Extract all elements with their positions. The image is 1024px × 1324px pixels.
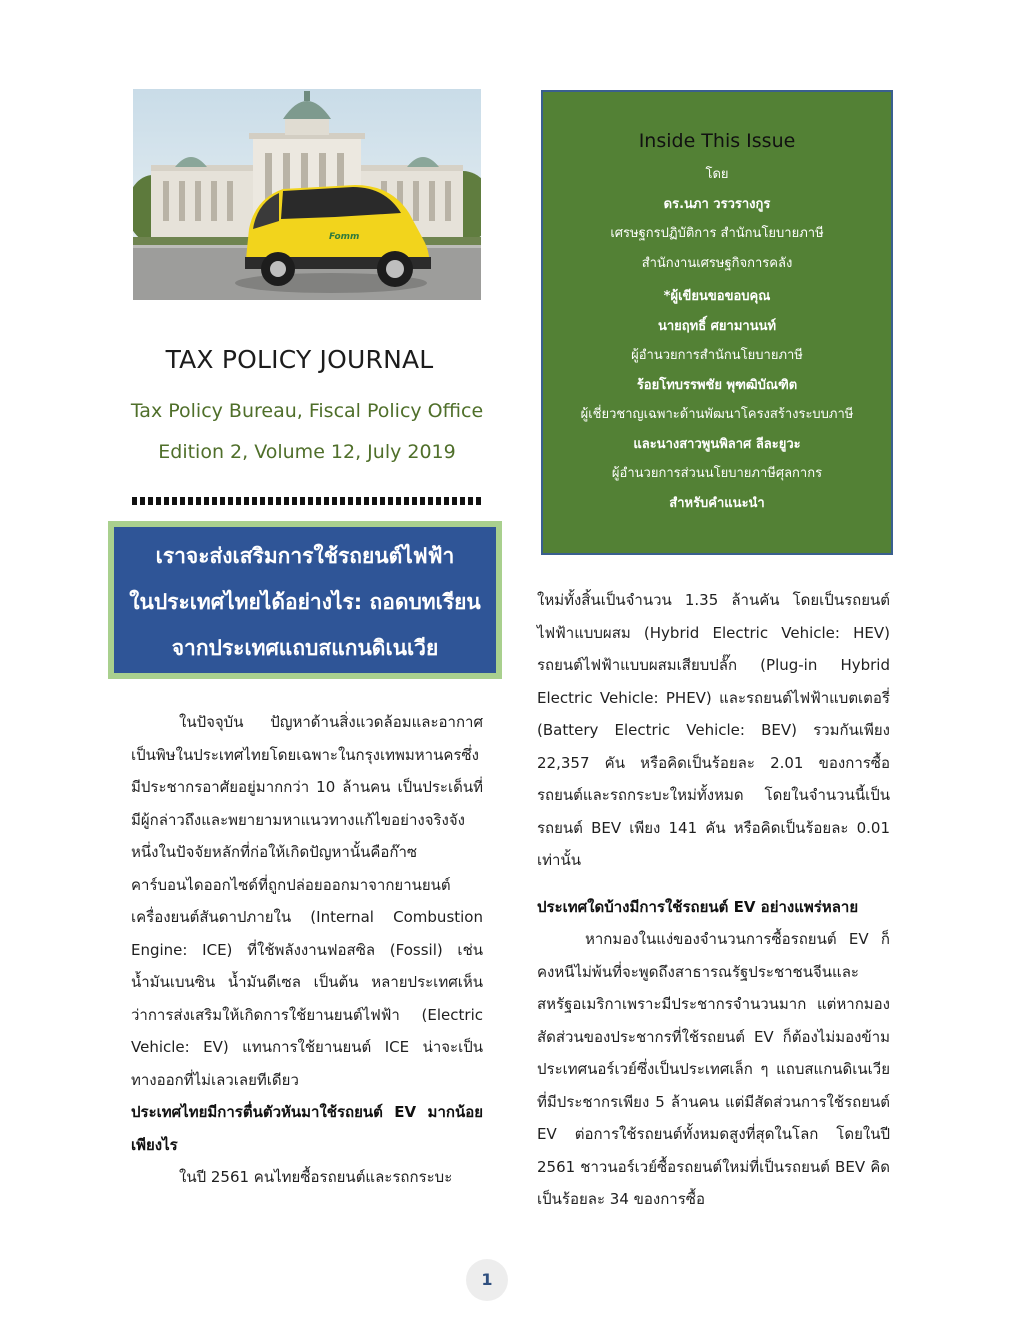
section-heading-countries: ประเทศใดบ้างมีการใช้รถยนต์ EV อย่างแพร่หลาย [537, 897, 859, 916]
thailand-paragraph: ในปี 2561 คนไทยซื้อรถยนต์และรถกระบะ [179, 1168, 453, 1186]
inside-person-1-name: นายฤทธิ์ ศยามานนท์ [657, 318, 777, 334]
journal-title: TAX POLICY JOURNAL [165, 345, 434, 374]
journal-publisher: Tax Policy Bureau, Fiscal Policy Office [130, 400, 484, 422]
car-badge-text: Fomm [329, 232, 360, 242]
headline-line-2: ในประเทศไทยได้อย่างไร: ถอดบทเรียน [129, 590, 481, 614]
article-headline [108, 521, 502, 679]
section-heading-thailand: ประเทศไทยมีการตื่นตัวหันมาใช้รถยนต์ EV มากน้อยเพียงไร [131, 1103, 483, 1154]
inside-person-3-role: ผู้อำนวยการส่วนนโยบายภาษีศุลกากร [611, 466, 823, 481]
norway-paragraph: หากมองในแง่ของจำนวนการซื้อรถยนต์ EV ก็คงหนีไม่พ้นที่จะพูดถึงสาธารณรัฐประชาชนจีนและสหรัฐอเมริกาเพราะมีประชากรจำนวนมาก แต่หากมองสัดส่วนของประชากรที่ใช้รถยนต์ EV ก็ต้องไม่มองข้ามประเทศนอร์เวย์ซึ่งเป็นประเทศเล็ก ๆ แถบสแกนดิเนเวีย ที่มีประชากรเพียง 5 ล้านคน แต่มีสัดส่วนการใช้รถยนต์ EV ต่อการใช้รถยนต์ทั้งหมดสูงที่สุดในโลก โดยในปี 2561 ชาวนอร์เวย์ซื้อรถยนต์ใหม่ที่เป็นรถยนต์ BEV คิดเป็นร้อยละ 34 ของการซื้อ [537, 930, 890, 1208]
inside-title: Inside This Issue [638, 130, 796, 152]
cover-photo [133, 89, 481, 300]
inside-person-2-name: ร้อยโทบรรพชัย พุฑฒิบัณฑิต [636, 377, 798, 393]
journal-edition: Edition 2, Volume 12, July 2019 [158, 441, 456, 463]
left-column [131, 706, 483, 1194]
page-number: 1 [466, 1259, 508, 1301]
inside-author-org: สำนักงานเศรษฐกิจการคลัง [641, 255, 793, 271]
inside-author-role: เศรษฐกรปฏิบัติการ สำนักนโยบายภาษี [610, 226, 824, 241]
inside-this-issue-box [541, 90, 893, 555]
inside-person-1-role: ผู้อำนวยการสำนักนโยบายภาษี [631, 348, 803, 363]
headline-line-3: จากประเทศแถบสแกนดิเนเวีย [171, 636, 439, 660]
ev-sales-paragraph: ใหม่ทั้งสิ้นเป็นจำนวน 1.35 ล้านคัน โดยเป็นรถยนต์ไฟฟ้าแบบผสม (Hybrid Electric Vehicle: HEV) รถยนต์ไฟฟ้าแบบผสมเสียบปลั๊ก (Plug-in Hybrid Electric Vehicle: PHEV) และรถยนต์ไฟฟ้าแบตเตอรี่ (Battery Electric Vehicle: BEV) รวมกันเพียง 22,357 คัน หรือคิดเป็นร้อยละ 2.01 ของการซื้อรถยนต์และรถกระบะใหม่ทั้งหมด โดยในจำนวนนี้เป็นรถยนต์ BEV เพียง 141 คัน หรือคิดเป็นร้อยละ 0.01 เท่านั้น [537, 591, 890, 869]
inside-author: ดร.นภา วรวรางกูร [663, 196, 771, 212]
inside-thanks: *ผู้เขียนขอขอบคุณ [663, 289, 771, 304]
headline-line-1: เราจะส่งเสริมการใช้รถยนต์ไฟฟ้า [155, 544, 455, 568]
inside-by: โดย [705, 167, 729, 182]
right-column [537, 584, 890, 1216]
inside-closing: สำหรับคำแนะนำ [669, 495, 765, 511]
dotted-divider [132, 497, 482, 505]
inside-person-3-name: และนางสาวพูนพิลาศ ลีละยูวะ [633, 436, 801, 452]
intro-paragraph: ในปัจจุบัน ปัญหาด้านสิ่งแวดล้อมและอากาศเป็นพิษในประเทศไทยโดยเฉพาะในกรุงเทพมหานครซึ่งมีประชากรอาศัยอยู่มากกว่า 10 ล้านคน เป็นประเด็นที่มีผู้กล่าวถึงและพยายามหาแนวทางแก้ไขอย่างจริงจัง หนึ่งในปัจจัยหลักที่ก่อให้เกิดปัญหานั้นคือก๊าซคาร์บอนไดออกไซด์ที่ถูกปล่อยออกมาจากยานยนต์เครื่องยนต์สันดาปภายใน (Internal Combustion Engine: ICE) ที่ใช้พลังงานฟอสซิล (Fossil) เช่น น้ำมันเบนซิน น้ำมันดีเซล เป็นต้น หลายประเทศเห็นว่าการส่งเสริมให้เกิดการใช้ยานยนต์ไฟฟ้า (Electric Vehicle: EV) แทนการใช้ยานยนต์ ICE น่าจะเป็นทางออกที่ไม่เลวเลยทีเดียว [131, 713, 483, 1089]
inside-person-2-role: ผู้เชี่ยวชาญเฉพาะด้านพัฒนาโครงสร้างระบบภาษี [580, 407, 854, 422]
